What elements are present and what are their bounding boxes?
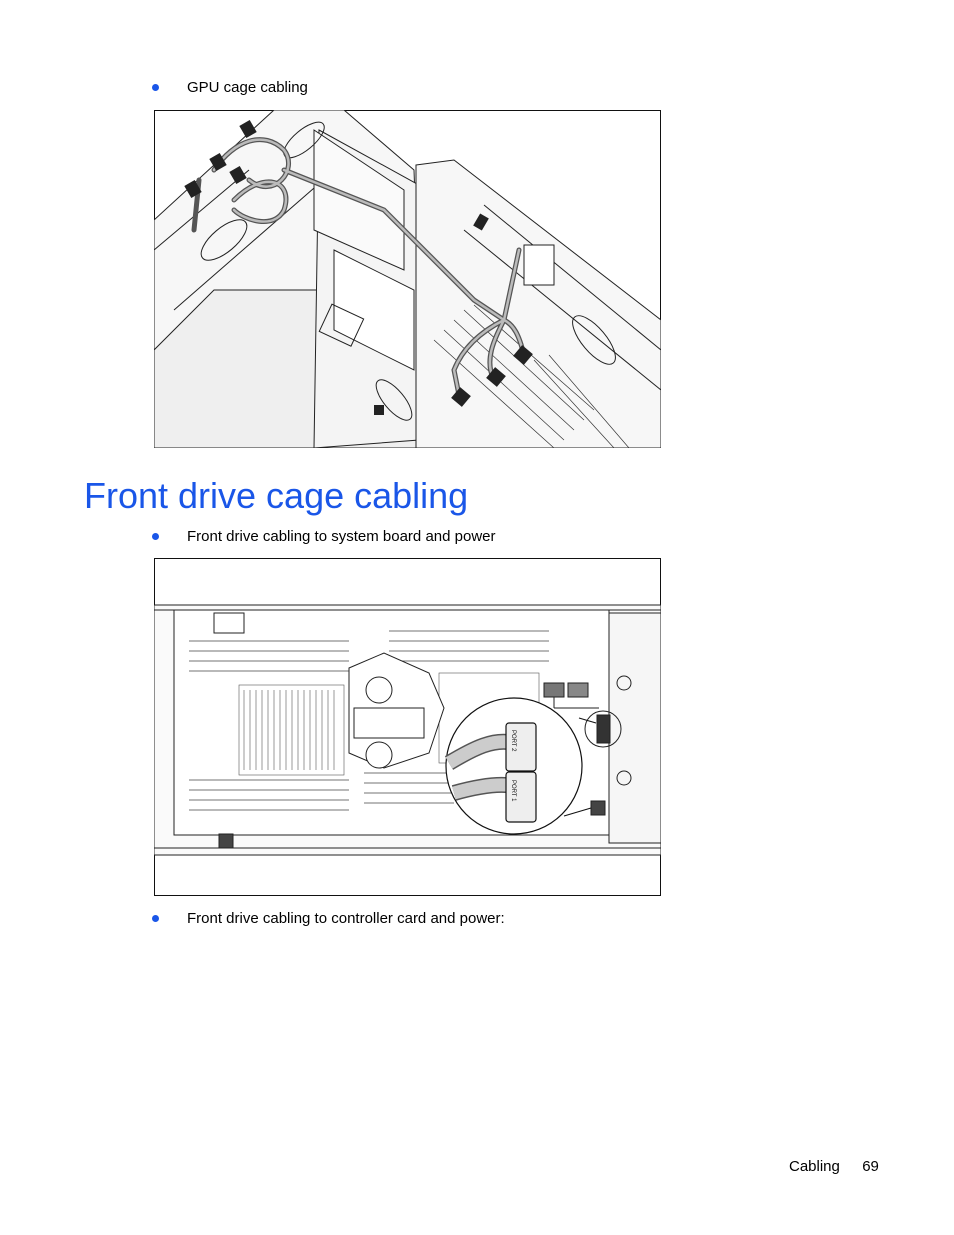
page-footer	[789, 1158, 879, 1175]
section-heading: Front drive cage cabling	[84, 475, 469, 516]
port-label: PORT 2	[510, 730, 516, 752]
bullet-dot	[152, 84, 159, 91]
gpu-cage-figure	[154, 110, 661, 448]
bullet-text: GPU cage cabling	[187, 79, 308, 96]
front-drive-illustration	[154, 558, 661, 896]
front-drive-system-board-figure	[154, 558, 661, 896]
bullet-dot	[152, 533, 159, 540]
footer-section: Cabling	[789, 1158, 840, 1175]
gpu-cage-illustration	[154, 110, 661, 448]
page-number: 69	[862, 1158, 879, 1175]
bullet-text: Front drive cabling to system board and power	[187, 528, 496, 545]
port-label: PORT 1	[510, 780, 516, 802]
bullet-dot	[152, 915, 159, 922]
bullet-text: Front drive cabling to controller card and power:	[187, 910, 505, 927]
